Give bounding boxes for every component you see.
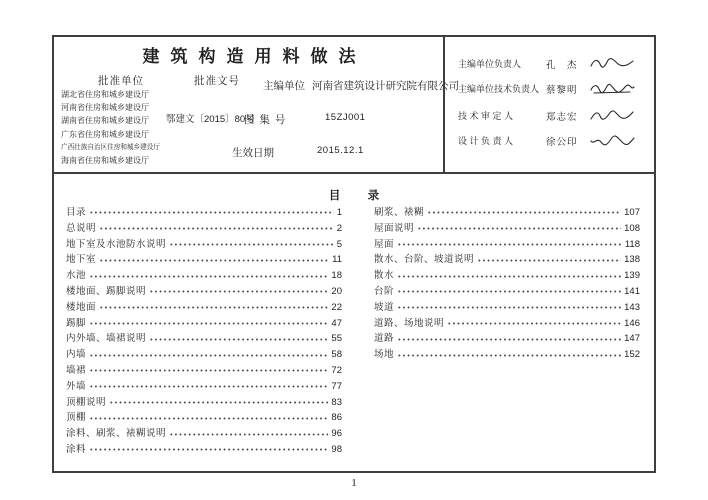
toc-entry-label: 散水: [374, 270, 395, 282]
toc-page-number: 55: [331, 333, 342, 345]
toc-entry: [66, 283, 342, 299]
toc-entry: [374, 330, 640, 346]
toc-entry: [66, 204, 342, 220]
page-title: 建筑构造用料做法: [142, 47, 367, 66]
personnel-panel: [443, 35, 658, 172]
effective-date-label: 生效日期: [232, 147, 274, 159]
toc-dot-leader: [477, 255, 621, 264]
toc-dot-leader: [397, 239, 622, 248]
toc-entry: [66, 251, 342, 267]
toc-entry-label: 地下室及水池防水说明: [66, 238, 167, 250]
toc-entry-label: 地下室: [66, 254, 97, 266]
toc-entry: [374, 236, 640, 252]
toc-entry-label: 踢脚: [66, 317, 87, 329]
header-divider-line: [52, 172, 656, 174]
toc-page-number: 72: [331, 364, 342, 376]
toc-entry: [374, 315, 640, 331]
toc-dot-leader: [397, 302, 621, 311]
toc-page-number: 58: [331, 349, 342, 361]
toc-page-number: 152: [624, 349, 640, 361]
effective-date-value: 2015.12.1: [317, 145, 364, 156]
toc-entry: [66, 299, 342, 315]
personnel-role-label: 设 计 负 责 人: [458, 136, 514, 146]
toc-columns: [66, 204, 640, 457]
toc-entry: [66, 236, 342, 252]
toc-entry: [66, 362, 342, 378]
signature-scribble: [588, 81, 636, 96]
atlas-number-value: 15ZJ001: [325, 112, 366, 123]
toc-entry: [66, 220, 342, 236]
approval-units-list: [61, 88, 160, 167]
toc-page-number: 118: [624, 238, 640, 250]
toc-dot-leader: [89, 207, 334, 216]
personnel-role-label: 主编单位技术负责人: [458, 84, 540, 94]
toc-entry: [66, 330, 342, 346]
toc-entry: [66, 267, 342, 283]
approval-doc-number-value: 鄂建文〔2015〕80号: [166, 114, 255, 125]
toc-entry-label: 道路: [374, 333, 395, 345]
approval-unit: 广东省住房和城乡建设厅: [61, 129, 149, 139]
toc-dot-leader: [427, 207, 621, 216]
toc-page-number: 5: [336, 238, 342, 250]
toc-entry-label: 外墙: [66, 380, 87, 392]
toc-entry: [66, 315, 342, 331]
approval-unit: 河南省住房和城乡建设厅: [61, 103, 149, 113]
toc-dot-leader: [397, 271, 621, 280]
toc-entry: [66, 394, 342, 410]
chief-editor-value: 河南省建筑设计研究院有限公司: [312, 80, 459, 92]
personnel-role-label: 主编单位负责人: [458, 59, 522, 69]
toc-entry: [374, 267, 640, 283]
toc-dot-leader: [99, 302, 328, 311]
approval-units-label: 批准单位: [98, 75, 144, 87]
approval-unit: 湖南省住房和城乡建设厅: [61, 116, 149, 126]
toc-entry-label: 内墙: [66, 349, 87, 361]
personnel-name: 徐公印: [546, 136, 578, 148]
toc-page-number: 20: [331, 285, 342, 297]
toc-entry: [374, 204, 640, 220]
toc-page-number: 11: [332, 254, 342, 266]
toc-entry: [66, 409, 342, 425]
approval-doc-number-label: 批准文号: [194, 75, 240, 87]
toc-entry-label: 涂料、刷浆、裱糊说明: [66, 428, 167, 440]
toc-dot-leader: [89, 365, 328, 374]
toc-page-number: 139: [624, 270, 640, 282]
toc-entry-label: 目录: [66, 207, 87, 218]
toc-dot-leader: [109, 397, 328, 406]
toc-page-number: 107: [624, 207, 640, 218]
sheet-page-number: 1: [351, 477, 357, 489]
toc-column-right: [374, 204, 640, 457]
toc-dot-leader: [149, 334, 328, 343]
toc-entry-label: 顶棚说明: [66, 396, 107, 408]
toc-heading: 目 录: [328, 190, 392, 202]
toc-entry-label: 屋面: [374, 238, 395, 250]
personnel-name: 孔 杰: [546, 59, 578, 71]
personnel-name: 蔡黎明: [546, 84, 578, 96]
toc-entry-label: 涂料: [66, 443, 87, 455]
toc-page-number: 22: [331, 301, 342, 313]
toc-dot-leader: [447, 318, 621, 327]
toc-page-number: 18: [331, 270, 342, 282]
toc-dot-leader: [397, 334, 621, 343]
toc-dot-leader: [99, 255, 329, 264]
signature-scribble: [588, 56, 636, 71]
sheet-frame: [52, 35, 656, 473]
approval-unit: 海南省住房和城乡建设厅: [61, 156, 149, 166]
toc-entry-label: 台阶: [374, 285, 395, 297]
toc-page-number: 2: [336, 222, 342, 234]
signature-scribble: [588, 133, 636, 148]
toc-entry-label: 总说明: [66, 222, 97, 234]
toc-page-number: 77: [331, 380, 342, 392]
toc-dot-leader: [397, 286, 621, 295]
toc-entry: [374, 283, 640, 299]
toc-dot-leader: [99, 223, 334, 232]
toc-page-number: 98: [331, 443, 342, 455]
personnel-row: [458, 56, 636, 71]
personnel-name: 郑志宏: [546, 111, 578, 123]
toc-page-number: 47: [331, 317, 342, 329]
toc-entry-label: 刷浆、裱糊: [374, 207, 425, 218]
atlas-number-label: 图 集 号: [244, 114, 287, 126]
toc-entry-label: 散水、台阶、坡道说明: [374, 254, 475, 266]
toc-dot-leader: [169, 429, 328, 438]
toc-entry: [374, 220, 640, 236]
personnel-row: [458, 108, 636, 123]
toc-dot-leader: [89, 413, 328, 422]
toc-entry-label: 楼地面、踢脚说明: [66, 285, 147, 297]
toc-entry-label: 内外墙、墙裙说明: [66, 333, 147, 345]
toc-page-number: 1: [336, 207, 342, 218]
toc-entry: [374, 346, 640, 362]
toc-page-number: 96: [331, 428, 342, 440]
toc-dot-leader: [169, 239, 334, 248]
toc-dot-leader: [89, 271, 328, 280]
toc-page-number: 138: [624, 254, 640, 266]
toc-entry: [66, 425, 342, 441]
toc-dot-leader: [397, 350, 621, 359]
toc-entry-label: 顶棚: [66, 412, 87, 424]
toc-dot-leader: [89, 444, 328, 453]
toc-entry-label: 场地: [374, 349, 395, 361]
toc-dot-leader: [149, 286, 328, 295]
toc-entry: [66, 441, 342, 457]
approval-unit: 湖北省住房和城乡建设厅: [61, 90, 149, 99]
toc-column-left: [66, 204, 342, 457]
toc-dot-leader: [89, 350, 328, 359]
personnel-row: [458, 133, 636, 148]
toc-entry: [66, 346, 342, 362]
toc-page-number: 146: [624, 317, 640, 329]
toc-page-number: 86: [331, 412, 342, 424]
toc-page-number: 147: [624, 333, 640, 345]
toc-dot-leader: [89, 381, 328, 390]
chief-editor-label: 主编单位: [263, 80, 305, 92]
toc-page-number: 143: [624, 301, 640, 313]
toc-entry-label: 水池: [66, 270, 87, 282]
toc-page-number: 141: [624, 285, 640, 297]
approval-unit: 广西壮族自治区住房和城乡建设厅: [61, 143, 160, 151]
toc-page-number: 108: [624, 222, 640, 234]
toc-dot-leader: [89, 318, 328, 327]
signature-scribble: [588, 108, 636, 123]
personnel-role-label: 技 术 审 定 人: [458, 111, 514, 121]
toc-entry-label: 坡道: [374, 301, 395, 313]
personnel-row: [458, 81, 636, 96]
toc-entry: [374, 251, 640, 267]
toc-dot-leader: [417, 223, 621, 232]
toc-entry: [66, 378, 342, 394]
toc-entry-label: 楼地面: [66, 301, 97, 313]
toc-entry: [374, 299, 640, 315]
chief-editor-row: [263, 78, 459, 93]
toc-entry-label: 屋面说明: [374, 222, 415, 234]
toc-page-number: 83: [331, 396, 342, 408]
toc-entry-label: 墙裙: [66, 364, 87, 376]
toc-entry-label: 道路、场地说明: [374, 317, 445, 329]
